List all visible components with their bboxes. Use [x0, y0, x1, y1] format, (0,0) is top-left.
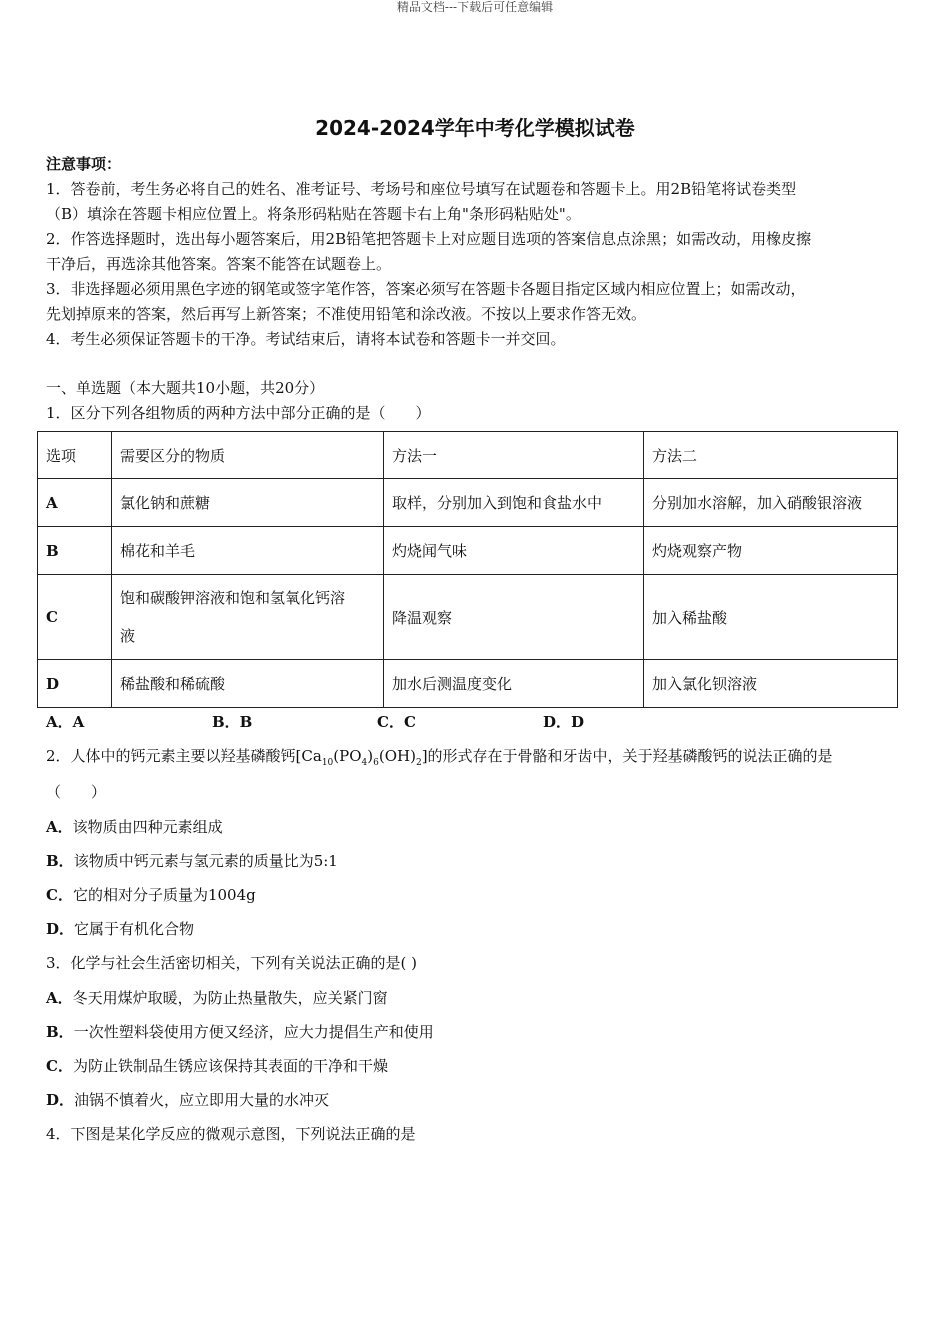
table-header-cell: 需要区分的物质 — [112, 432, 384, 479]
choice-b[interactable]: B．B — [212, 713, 253, 731]
table-cell — [112, 575, 384, 660]
table-cell: 灼烧闻气味 — [384, 527, 644, 575]
choice-c[interactable]: C．C — [377, 713, 416, 731]
table-cell: 取样，分别加入到饱和食盐水中 — [384, 479, 644, 527]
table-cell-option: A — [38, 479, 112, 527]
page-title: 2024-2024学年中考化学模拟试卷 — [315, 116, 635, 140]
question-2-option-b[interactable]: B．该物质中钙元素与氢元素的质量比为5:1 — [46, 852, 338, 870]
table-cell: 氯化钠和蔗糖 — [112, 479, 384, 527]
notice-line: 1．答卷前，考生务必将自己的姓名、准考证号、考场号和座位号填写在试题卷和答题卡上。用2B铅笔将试卷类型 — [46, 180, 797, 198]
table-row — [38, 575, 898, 660]
question-3-option-d[interactable]: D．油锅不慎着火，应立即用大量的水冲灭 — [46, 1091, 330, 1109]
table-cell-option: C — [38, 575, 112, 660]
table-cell: 加水后测温度变化 — [384, 660, 644, 708]
question-3-option-b[interactable]: B．一次性塑料袋使用方便又经济，应大力提倡生产和使用 — [46, 1023, 434, 1041]
question-4-stem: 4．下图是某化学反应的微观示意图，下列说法正确的是 — [46, 1125, 416, 1143]
table-row — [38, 660, 898, 708]
question-1-stem: 1．区分下列各组物质的两种方法中部分正确的是（ ） — [46, 404, 431, 422]
notice-heading: 注意事项： — [46, 155, 122, 173]
question-2-option-c[interactable]: C．它的相对分子质量为1004g — [46, 886, 256, 904]
table-cell: 加入氯化钡溶液 — [644, 660, 898, 708]
table-row — [38, 527, 898, 575]
question-2-paren: （ ） — [46, 783, 107, 801]
table-cell: 稀盐酸和稀硫酸 — [112, 660, 384, 708]
table-header-row — [38, 432, 898, 479]
cell-text-line: 液 — [120, 627, 136, 645]
table-cell: 加入稀盐酸 — [644, 575, 898, 660]
table-cell: 分别加水溶解，加入硝酸银溶液 — [644, 479, 898, 527]
table-cell: 降温观察 — [384, 575, 644, 660]
table-cell: 灼烧观察产物 — [644, 527, 898, 575]
notice-line: 3．非选择题必须用黑色字迹的钢笔或签字笔作答，答案必须写在答题卡各题目指定区域内相应位置上；如需改动， — [46, 280, 806, 298]
table-cell-option: B — [38, 527, 112, 575]
choice-d[interactable]: D．D — [543, 713, 585, 731]
notice-line: 先划掉原来的答案，然后再写上新答案；不准使用铅笔和涂改液。不按以上要求作答无效。 — [46, 305, 647, 323]
notice-line: 干净后，再选涂其他答案。答案不能答在试题卷上。 — [46, 255, 392, 273]
question-2-option-a[interactable]: A．该物质由四种元素组成 — [46, 818, 223, 836]
table-header-cell: 选项 — [38, 432, 112, 479]
table-cell-option: D — [38, 660, 112, 708]
notice-line: 4．考生必须保证答题卡的干净。考试结束后，请将本试卷和答题卡一并交回。 — [46, 330, 566, 348]
table-header-cell: 方法二 — [644, 432, 898, 479]
question-3-option-a[interactable]: A．冬天用煤炉取暖，为防止热量散失，应关紧门窗 — [46, 989, 388, 1007]
question-1-table — [37, 431, 898, 708]
choice-a[interactable]: A．A — [46, 713, 85, 731]
notice-line: （B）填涂在答题卡相应位置上。将条形码粘贴在答题卡右上角"条形码粘贴处"。 — [46, 205, 581, 223]
table-row — [38, 479, 898, 527]
question-3-option-c[interactable]: C．为防止铁制品生锈应该保持其表面的干净和干燥 — [46, 1057, 388, 1075]
question-3-stem: 3．化学与社会生活密切相关，下列有关说法正确的是( ) — [46, 954, 418, 972]
page-header-note: 精品文档---下载后可任意编辑 — [396, 0, 554, 14]
notice-block — [46, 152, 906, 426]
notice-line: 2．作答选择题时，选出每小题答案后，用2B铅笔把答题卡上对应题目选项的答案信息点涂黑；如需改动，用橡皮擦 — [46, 230, 812, 248]
section-heading: 一、单选题（本大题共10小题，共20分） — [46, 379, 325, 397]
question-2-stem: 2．人体中的钙元素主要以羟基磷酸钙$[Ca_{10}(PO_4)_6(OH)_2]$的形式存在于骨骼和牙齿中，关于羟基磷酸钙的说法正确的是 — [46, 747, 833, 768]
question-2-option-d[interactable]: D．它属于有机化合物 — [46, 920, 195, 938]
table-header-cell: 方法一 — [384, 432, 644, 479]
table-cell: 棉花和羊毛 — [112, 527, 384, 575]
cell-text-line: 饱和碳酸钾溶液和饱和氢氧化钙溶 — [120, 589, 346, 607]
